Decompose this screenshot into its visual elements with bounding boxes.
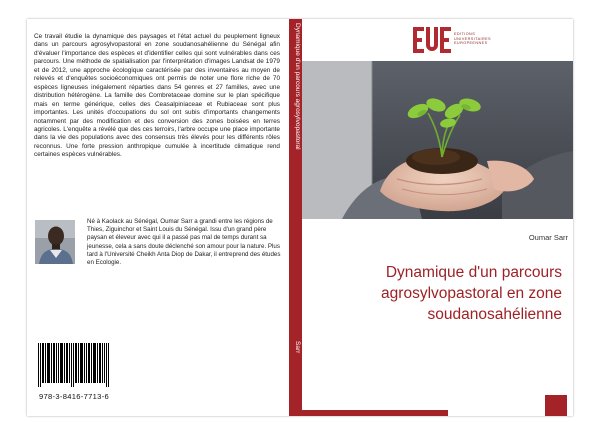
publisher-logo: [413, 27, 523, 55]
author-photo: [35, 220, 75, 264]
isbn-number: 978-3-8416-7713-6: [38, 392, 110, 401]
back-cover: [27, 19, 289, 416]
isbn-barcode: [35, 340, 113, 406]
back-cover-summary: Ce travail étudie la dynamique des paysages et l'état actuel du peuplement ligneux dans un parcours agrosylvopastoral en zone soudanosahélienne du Sénégal afin d'évaluer l'importance des espèces et d'identifier celles qui sont vulnérables dans ces parcours. Une méthode de spatialisation par l'interprétation d'images Landsat de 1979 et de 2012, une approche écologique caractérisée par des inventaires au moyen de relevés et d'enquêtes socioéconomiques ont permis de noter une flore riche de 70 espèces ligneuses inégalement réparties dans 54 genres et 27 familles, avec une distribution hétérogène. La famille des Combretaceae domine sur le plan spécifique mais en terme générique, celles des Ceasalpiniaceae et Rubiaceae sont plus importantes. Les unités d'occupations du sol ont subis d'importants changements notamment par des modification et des conversion des zones boisées en terres agricoles. L'enquête a révélé que des ces terroirs, l'arbre occupe une place importante dans la vie des populations avec des consensus très élevés pour les différents rôles reconnus. Une forte pression anthropique cumulée à incertitude climatique rend certaines espèces vulnérables.: [34, 33, 280, 159]
spine-title: Dynamique d'un parcours agrosylvopastoral: [294, 23, 301, 150]
front-cover-author: Oumar Sarr: [528, 233, 568, 242]
book-title: Dynamique d'un parcours agrosylvopastoral en zone soudanosahélienne: [381, 264, 562, 323]
publisher-name: [454, 32, 491, 46]
publisher-line: UNIVERSITAIRES: [454, 36, 491, 41]
publisher-line: EUROPEENNES: [454, 41, 488, 46]
spine-author: Sarr: [294, 341, 301, 354]
front-cover: [302, 19, 573, 416]
cover-photo-hands-holding-seedling: [302, 61, 573, 219]
barcode-image: [38, 343, 110, 387]
eue-logo-icon: [413, 27, 451, 53]
corner-accent-square: [545, 395, 567, 416]
publisher-line: EDITIONS: [454, 32, 476, 36]
bottom-accent-bar: [302, 410, 448, 416]
author-bio: Né à Kaolack au Sénégal, Oumar Sarr a grandi entre les régions de Thies, Ziguinchor et Saint Louis du Sénégal. Issu d'un grand père paysan et éleveur avec qui il a passé pas mal de temps durant sa jeunesse, cela a sans doute déclenché son amour pour la nature. Plus tard à l'Université Cheikh Anta Diop de Dakar, il entreprend des études en Ecologie.: [87, 218, 281, 267]
book-spine: [289, 19, 302, 416]
book-cover: [27, 19, 573, 416]
